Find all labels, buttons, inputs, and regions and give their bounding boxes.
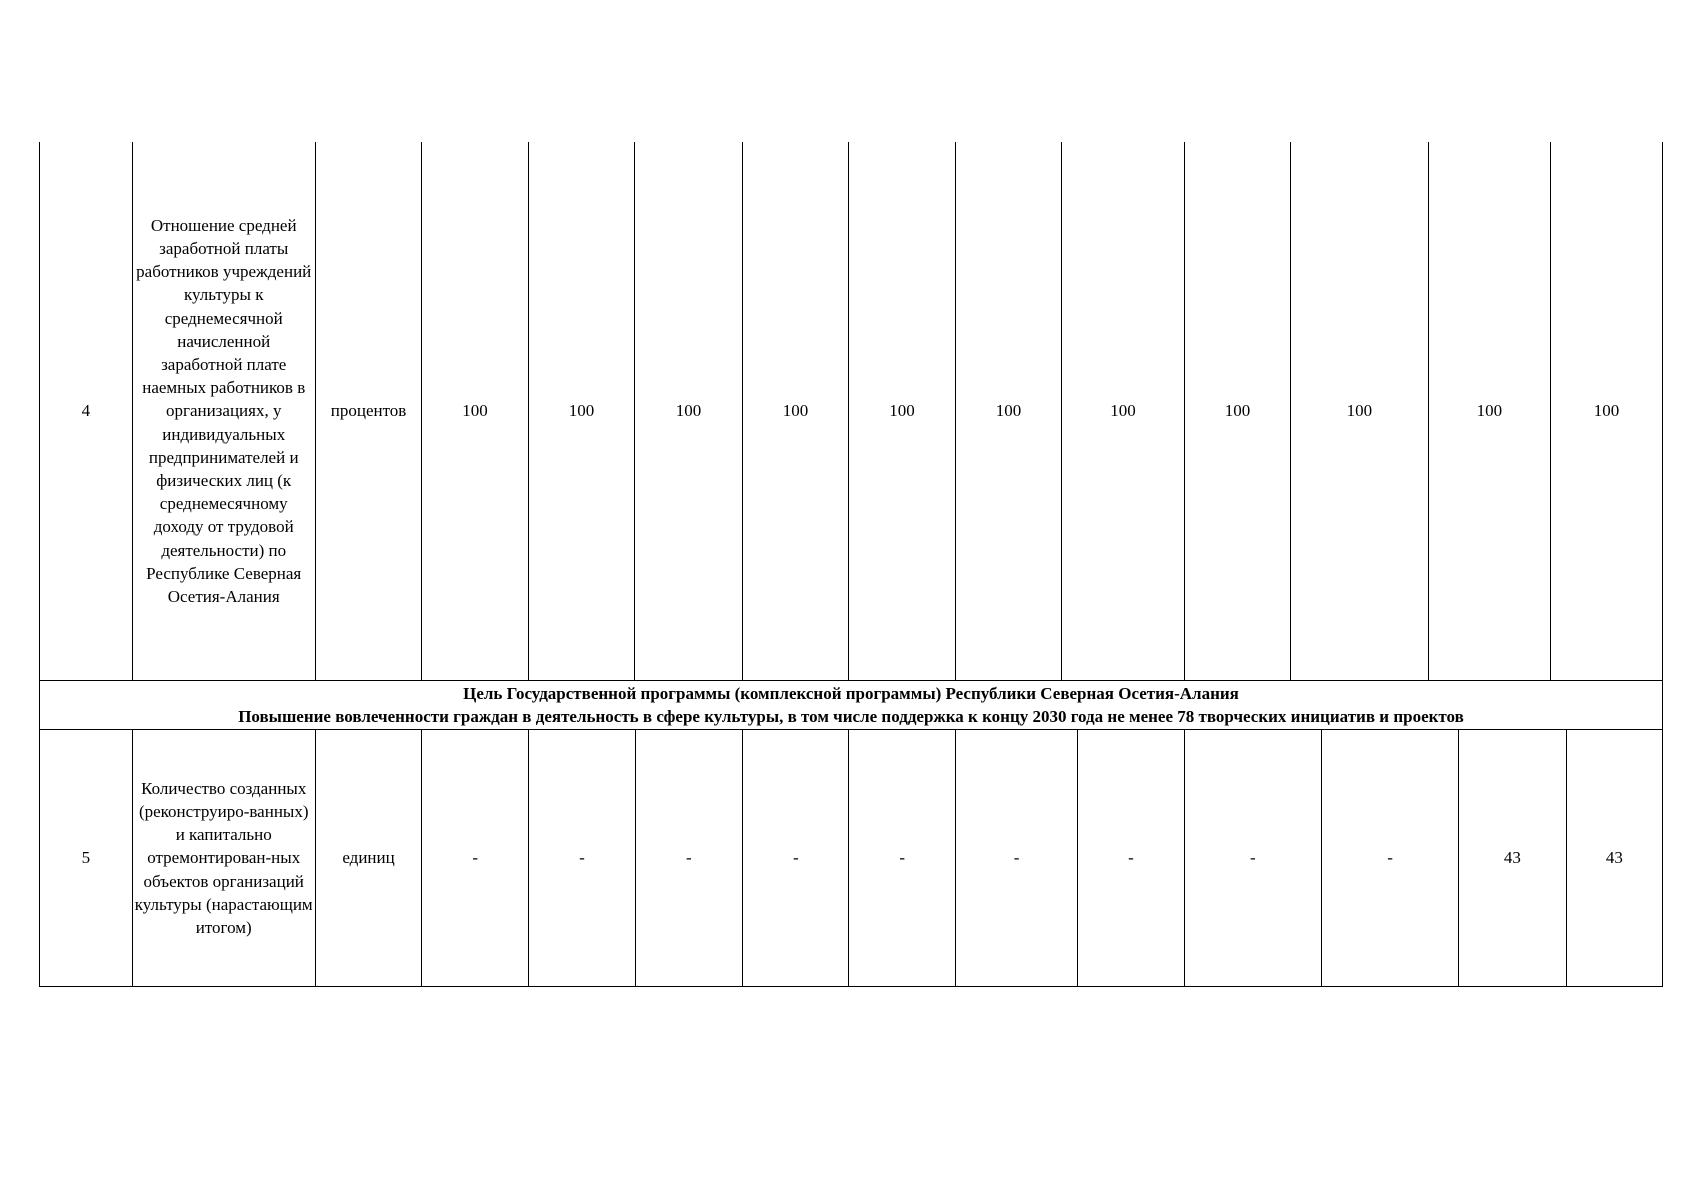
value-cell: 100	[742, 142, 848, 681]
indicators-table	[39, 142, 1663, 987]
value-cell: 43	[1566, 730, 1662, 986]
values-group	[422, 730, 1663, 987]
value-cell: 100	[528, 142, 634, 681]
table-row	[40, 142, 1663, 681]
value-cell: 100	[1062, 142, 1184, 681]
value-cell: 100	[422, 142, 528, 681]
value-cell: 43	[1459, 730, 1566, 986]
row5-values	[422, 730, 1662, 986]
goal-cell	[40, 681, 1663, 730]
value-cell: -	[955, 730, 1077, 986]
value-cell: -	[743, 730, 849, 986]
value-cell: -	[635, 730, 742, 986]
value-cell: -	[849, 730, 955, 986]
indicator-name: Отношение средней заработной платы работников учреждений культуры к среднемесячной начисленной заработной плате наемных работников в организациях, у индивидуальных предпринимателей и физических лиц (к среднемесячному доходу от трудовой деятельности) по Республике Северная Осетия-Алания	[132, 142, 315, 681]
value-cell: 100	[849, 142, 955, 681]
value-cell: 100	[1551, 142, 1663, 681]
value-cell: 100	[1428, 142, 1550, 681]
unit-cell: единиц	[315, 730, 421, 987]
value-cell: -	[1321, 730, 1458, 986]
value-cell: 100	[1184, 142, 1290, 681]
row-number: 5	[40, 730, 133, 987]
value-cell: 100	[955, 142, 1061, 681]
goal-description: Повышение вовлеченности граждан в деятельность в сфере культуры, в том числе поддержка к концу 2030 года не менее 78 творческих инициатив и проектов	[238, 707, 1464, 726]
value-cell: -	[1078, 730, 1184, 986]
value-cell: -	[529, 730, 635, 986]
value-cell: -	[1184, 730, 1321, 986]
table-row	[40, 730, 1663, 987]
value-cell: 100	[1291, 142, 1428, 681]
row-number: 4	[40, 142, 133, 681]
goal-row	[40, 681, 1663, 730]
value-cell: 100	[635, 142, 743, 681]
value-cell: -	[472, 848, 479, 868]
indicator-name: Количество созданных (реконструиро-ванных) и капитально отремонтирован-ных объектов организаций культуры (нарастающим итогом)	[132, 730, 315, 987]
goal-title: Цель Государственной программы (комплексной программы) Республики Северная Осетия-Алания	[463, 684, 1239, 703]
unit-cell: процентов	[315, 142, 421, 681]
